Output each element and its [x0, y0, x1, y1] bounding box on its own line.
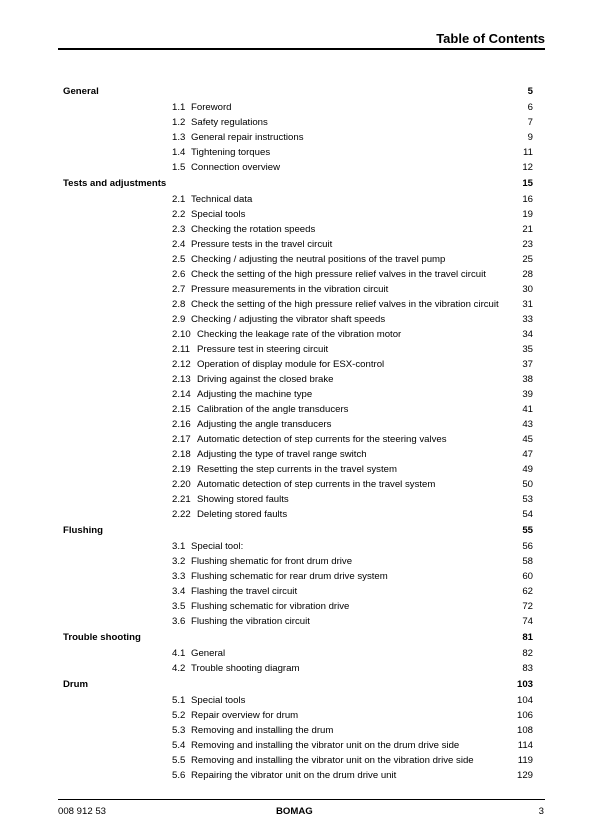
toc-section-row[interactable] [63, 252, 533, 267]
page-header-title: Table of Contents [436, 31, 545, 46]
toc-section-page: 45 [522, 434, 533, 445]
toc-section-title: Resetting the step currents in the travel system [197, 464, 397, 475]
toc-section-number: 2.9 [172, 314, 186, 325]
toc-section-page: 74 [522, 616, 533, 627]
toc-section-row[interactable] [63, 192, 533, 207]
toc-section-number: 4.1 [172, 648, 186, 659]
toc-section-row[interactable] [63, 357, 533, 372]
toc-section-title: Check the setting of the high pressure relief valves in the travel circuit [191, 269, 486, 280]
toc-section-number: 2.6 [172, 269, 186, 280]
toc-section-page: 31 [522, 299, 533, 310]
toc-section-page: 12 [522, 162, 533, 173]
toc-section-row[interactable] [63, 222, 533, 237]
toc-chapter-row[interactable] [63, 84, 533, 100]
toc-section-number: 1.2 [172, 117, 186, 128]
toc-section-row[interactable] [63, 432, 533, 447]
toc-section-row[interactable] [63, 327, 533, 342]
toc-section-number: 2.10 [172, 329, 191, 340]
toc-section-number: 2.7 [172, 284, 186, 295]
toc-section-title: Flushing schematic for vibration drive [191, 601, 350, 612]
toc-section-title: General [191, 648, 226, 659]
toc-section-title: Special tool: [191, 541, 244, 552]
toc-section-number: 1.4 [172, 147, 186, 158]
toc-section-row[interactable] [63, 312, 533, 327]
toc-section-number: 5.3 [172, 725, 186, 736]
toc-section-number: 2.3 [172, 224, 186, 235]
toc-section-number: 2.11 [172, 344, 190, 355]
toc-section-number: 3.2 [172, 556, 186, 567]
toc-section-title: Pressure tests in the travel circuit [191, 239, 333, 250]
toc-section-page: 106 [516, 710, 533, 721]
toc-section-title: Flashing the travel circuit [191, 586, 298, 597]
toc-section-row[interactable] [63, 115, 533, 130]
toc-chapter-title: Trouble shooting [63, 632, 141, 643]
toc-section-page: 25 [522, 254, 533, 265]
toc-section-title: Connection overview [191, 162, 281, 173]
toc-section-row[interactable] [63, 661, 533, 676]
toc-section-title: Foreword [191, 102, 232, 113]
toc-section-title: Driving against the closed brake [197, 374, 334, 385]
toc-section-page: 129 [516, 770, 533, 781]
toc-section-page: 30 [522, 284, 533, 295]
toc-section-row[interactable] [63, 447, 533, 462]
toc-section-page: 114 [517, 740, 533, 751]
toc-section-number: 3.3 [172, 571, 186, 582]
toc-section-row[interactable] [63, 492, 533, 507]
toc-section-title: Automatic detection of step currents in the travel system [197, 479, 436, 490]
toc-section-page: 41 [522, 404, 533, 415]
toc-section-number: 2.14 [172, 389, 191, 400]
toc-section-row[interactable] [63, 614, 533, 629]
toc-section-page: 53 [522, 494, 533, 505]
toc-section-title: Checking / adjusting the neutral positions of the travel pump [191, 254, 446, 265]
toc-section-title: Checking / adjusting the vibrator shaft speeds [191, 314, 386, 325]
toc-section-title: Adjusting the angle transducers [197, 419, 332, 430]
toc-section-number: 2.2 [172, 209, 186, 220]
toc-chapter-title: Drum [63, 679, 89, 690]
toc-section-row[interactable] [63, 207, 533, 222]
toc-section-number: 1.1 [172, 102, 186, 113]
toc-section-row[interactable] [63, 100, 533, 115]
toc-section-number: 5.2 [172, 710, 186, 721]
toc-section-row[interactable] [63, 145, 533, 160]
toc-section-row[interactable] [63, 569, 533, 584]
toc-section-row[interactable] [63, 297, 533, 312]
toc-section-number: 2.22 [172, 509, 191, 520]
toc-section-number: 2.4 [172, 239, 186, 250]
toc-chapter-page: 81 [522, 632, 533, 643]
toc-section-number: 2.20 [172, 479, 191, 490]
toc-section-title: Technical data [191, 194, 253, 205]
toc-section-title: Adjusting the machine type [197, 389, 313, 400]
toc-section-title: Flushing schematic for rear drum drive system [191, 571, 388, 582]
toc-section-number: 2.17 [172, 434, 191, 445]
toc-section-number: 5.1 [172, 695, 186, 706]
toc-section-row[interactable] [63, 267, 533, 282]
toc-chapter-title: Tests and adjustments [63, 178, 167, 189]
toc-chapter-row[interactable] [63, 677, 533, 693]
toc-section-row[interactable] [63, 708, 533, 723]
toc-section-number: 2.19 [172, 464, 191, 475]
toc-section-page: 72 [522, 601, 533, 612]
toc-section-page: 6 [527, 102, 533, 113]
toc-section-title: Checking the rotation speeds [191, 224, 316, 235]
toc-section-number: 3.6 [172, 616, 186, 627]
toc-section-title: Pressure test in steering circuit [197, 344, 329, 355]
toc-chapter-page: 5 [527, 86, 533, 97]
toc-section-title: Safety regulations [191, 117, 268, 128]
toc-chapter-title: Flushing [63, 525, 103, 536]
toc-section-row[interactable] [63, 417, 533, 432]
toc-section-row[interactable] [63, 738, 533, 753]
toc-section-row[interactable] [63, 237, 533, 252]
toc-section-number: 1.5 [172, 162, 186, 173]
footer-page-number: 3 [538, 806, 544, 817]
toc-chapter-page: 103 [516, 679, 533, 690]
toc-section-title: Deleting stored faults [197, 509, 288, 520]
toc-section-title: Operation of display module for ESX-control [197, 359, 385, 370]
toc-section-row[interactable] [63, 477, 533, 492]
toc-section-title: Trouble shooting diagram [191, 663, 300, 674]
toc-section-number: 3.5 [172, 601, 186, 612]
toc-section-page: 83 [522, 663, 533, 674]
toc-section-page: 23 [522, 239, 533, 250]
toc-section-row[interactable] [63, 768, 533, 783]
toc-section-row[interactable] [63, 507, 533, 522]
toc-chapter-page: 55 [522, 525, 533, 536]
toc-chapter-title: General [63, 86, 99, 97]
toc-section-number: 1.3 [172, 132, 186, 143]
toc-chapter-page: 15 [522, 178, 533, 189]
toc-section-page: 38 [522, 374, 533, 385]
toc-section-number: 3.1 [172, 541, 186, 552]
toc-section-page: 9 [527, 132, 533, 143]
toc-section-page: 43 [522, 419, 533, 430]
toc-section-title: Repair overview for drum [191, 710, 299, 721]
footer-brand: BOMAG [276, 806, 313, 817]
toc-section-page: 39 [522, 389, 533, 400]
toc-section-row[interactable] [63, 130, 533, 145]
toc-section-title: Removing and installing the vibrator unit on the drum drive side [191, 740, 460, 751]
toc-section-page: 33 [522, 314, 533, 325]
toc-section-page: 47 [522, 449, 533, 460]
toc-section-title: Pressure measurements in the vibration circuit [191, 284, 389, 295]
toc-section-page: 54 [522, 509, 533, 520]
toc-section-number: 5.5 [172, 755, 186, 766]
toc-section-title: Flushing the vibration circuit [191, 616, 310, 627]
toc-chapter-row[interactable] [63, 176, 533, 192]
toc-section-title: Removing and installing the drum [191, 725, 334, 736]
toc-section-page: 28 [522, 269, 533, 280]
toc-section-number: 2.8 [172, 299, 186, 310]
toc-section-page: 49 [522, 464, 533, 475]
toc-section-page: 60 [522, 571, 533, 582]
header-rule [58, 48, 545, 50]
toc-section-row[interactable] [63, 646, 533, 661]
toc-section-number: 2.12 [172, 359, 191, 370]
toc-section-row[interactable] [63, 402, 533, 417]
toc-section-row[interactable] [63, 584, 533, 599]
toc-section-row[interactable] [63, 693, 533, 708]
toc-section-page: 19 [522, 209, 533, 220]
toc-section-page: 7 [527, 117, 533, 128]
toc-section-page: 56 [522, 541, 533, 552]
toc-section-row[interactable] [63, 599, 533, 614]
toc-section-page: 16 [522, 194, 533, 205]
toc-section-number: 4.2 [172, 663, 186, 674]
toc-section-number: 3.4 [172, 586, 186, 597]
toc-section-title: Removing and installing the vibrator unit on the vibration drive side [191, 755, 474, 766]
toc-chapter-row[interactable] [63, 523, 533, 539]
toc-section-page: 58 [522, 556, 533, 567]
toc-section-page: 34 [522, 329, 533, 340]
toc-section-row[interactable] [63, 387, 533, 402]
toc-section-title: Check the setting of the high pressure relief valves in the vibration circuit [191, 299, 499, 310]
toc-section-row[interactable] [63, 282, 533, 297]
toc-section-page: 108 [516, 725, 533, 736]
toc-section-page: 119 [517, 755, 533, 766]
toc-section-row[interactable] [63, 539, 533, 554]
toc-section-page: 50 [522, 479, 533, 490]
toc-section-title: Special tools [191, 695, 246, 706]
toc-section-page: 104 [516, 695, 533, 706]
toc-section-row[interactable] [63, 723, 533, 738]
toc-section-title: Checking the leakage rate of the vibration motor [197, 329, 402, 340]
toc-section-page: 35 [522, 344, 533, 355]
toc-section-row[interactable] [63, 554, 533, 569]
footer-rule [58, 799, 545, 800]
toc-section-number: 2.1 [172, 194, 186, 205]
toc-section-title: Automatic detection of step currents for the steering valves [197, 434, 447, 445]
toc-chapter-row[interactable] [63, 630, 533, 646]
table-of-contents [63, 83, 533, 783]
toc-section-page: 21 [522, 224, 533, 235]
toc-section-number: 2.16 [172, 419, 191, 430]
toc-section-number: 2.21 [172, 494, 191, 505]
toc-section-row[interactable] [63, 160, 533, 175]
toc-section-title: Tightening torques [191, 147, 271, 158]
toc-section-page: 62 [522, 586, 533, 597]
toc-section-row[interactable] [63, 372, 533, 387]
toc-section-title: General repair instructions [191, 132, 304, 143]
toc-section-page: 37 [522, 359, 533, 370]
toc-section-row[interactable] [63, 753, 533, 768]
toc-section-title: Repairing the vibrator unit on the drum drive unit [191, 770, 397, 781]
toc-section-number: 2.15 [172, 404, 191, 415]
toc-section-number: 2.18 [172, 449, 191, 460]
toc-section-number: 5.4 [172, 740, 186, 751]
toc-section-title: Calibration of the angle transducers [197, 404, 349, 415]
toc-section-number: 2.5 [172, 254, 186, 265]
toc-section-title: Adjusting the type of travel range switch [197, 449, 367, 460]
toc-section-page: 11 [523, 147, 533, 158]
toc-section-row[interactable] [63, 342, 533, 357]
footer-doc-number: 008 912 53 [58, 806, 107, 817]
toc-section-title: Special tools [191, 209, 246, 220]
toc-section-title: Showing stored faults [197, 494, 289, 505]
toc-section-title: Flushing shematic for front drum drive [191, 556, 353, 567]
toc-section-number: 5.6 [172, 770, 186, 781]
toc-section-page: 82 [522, 648, 533, 659]
toc-section-row[interactable] [63, 462, 533, 477]
toc-section-number: 2.13 [172, 374, 191, 385]
